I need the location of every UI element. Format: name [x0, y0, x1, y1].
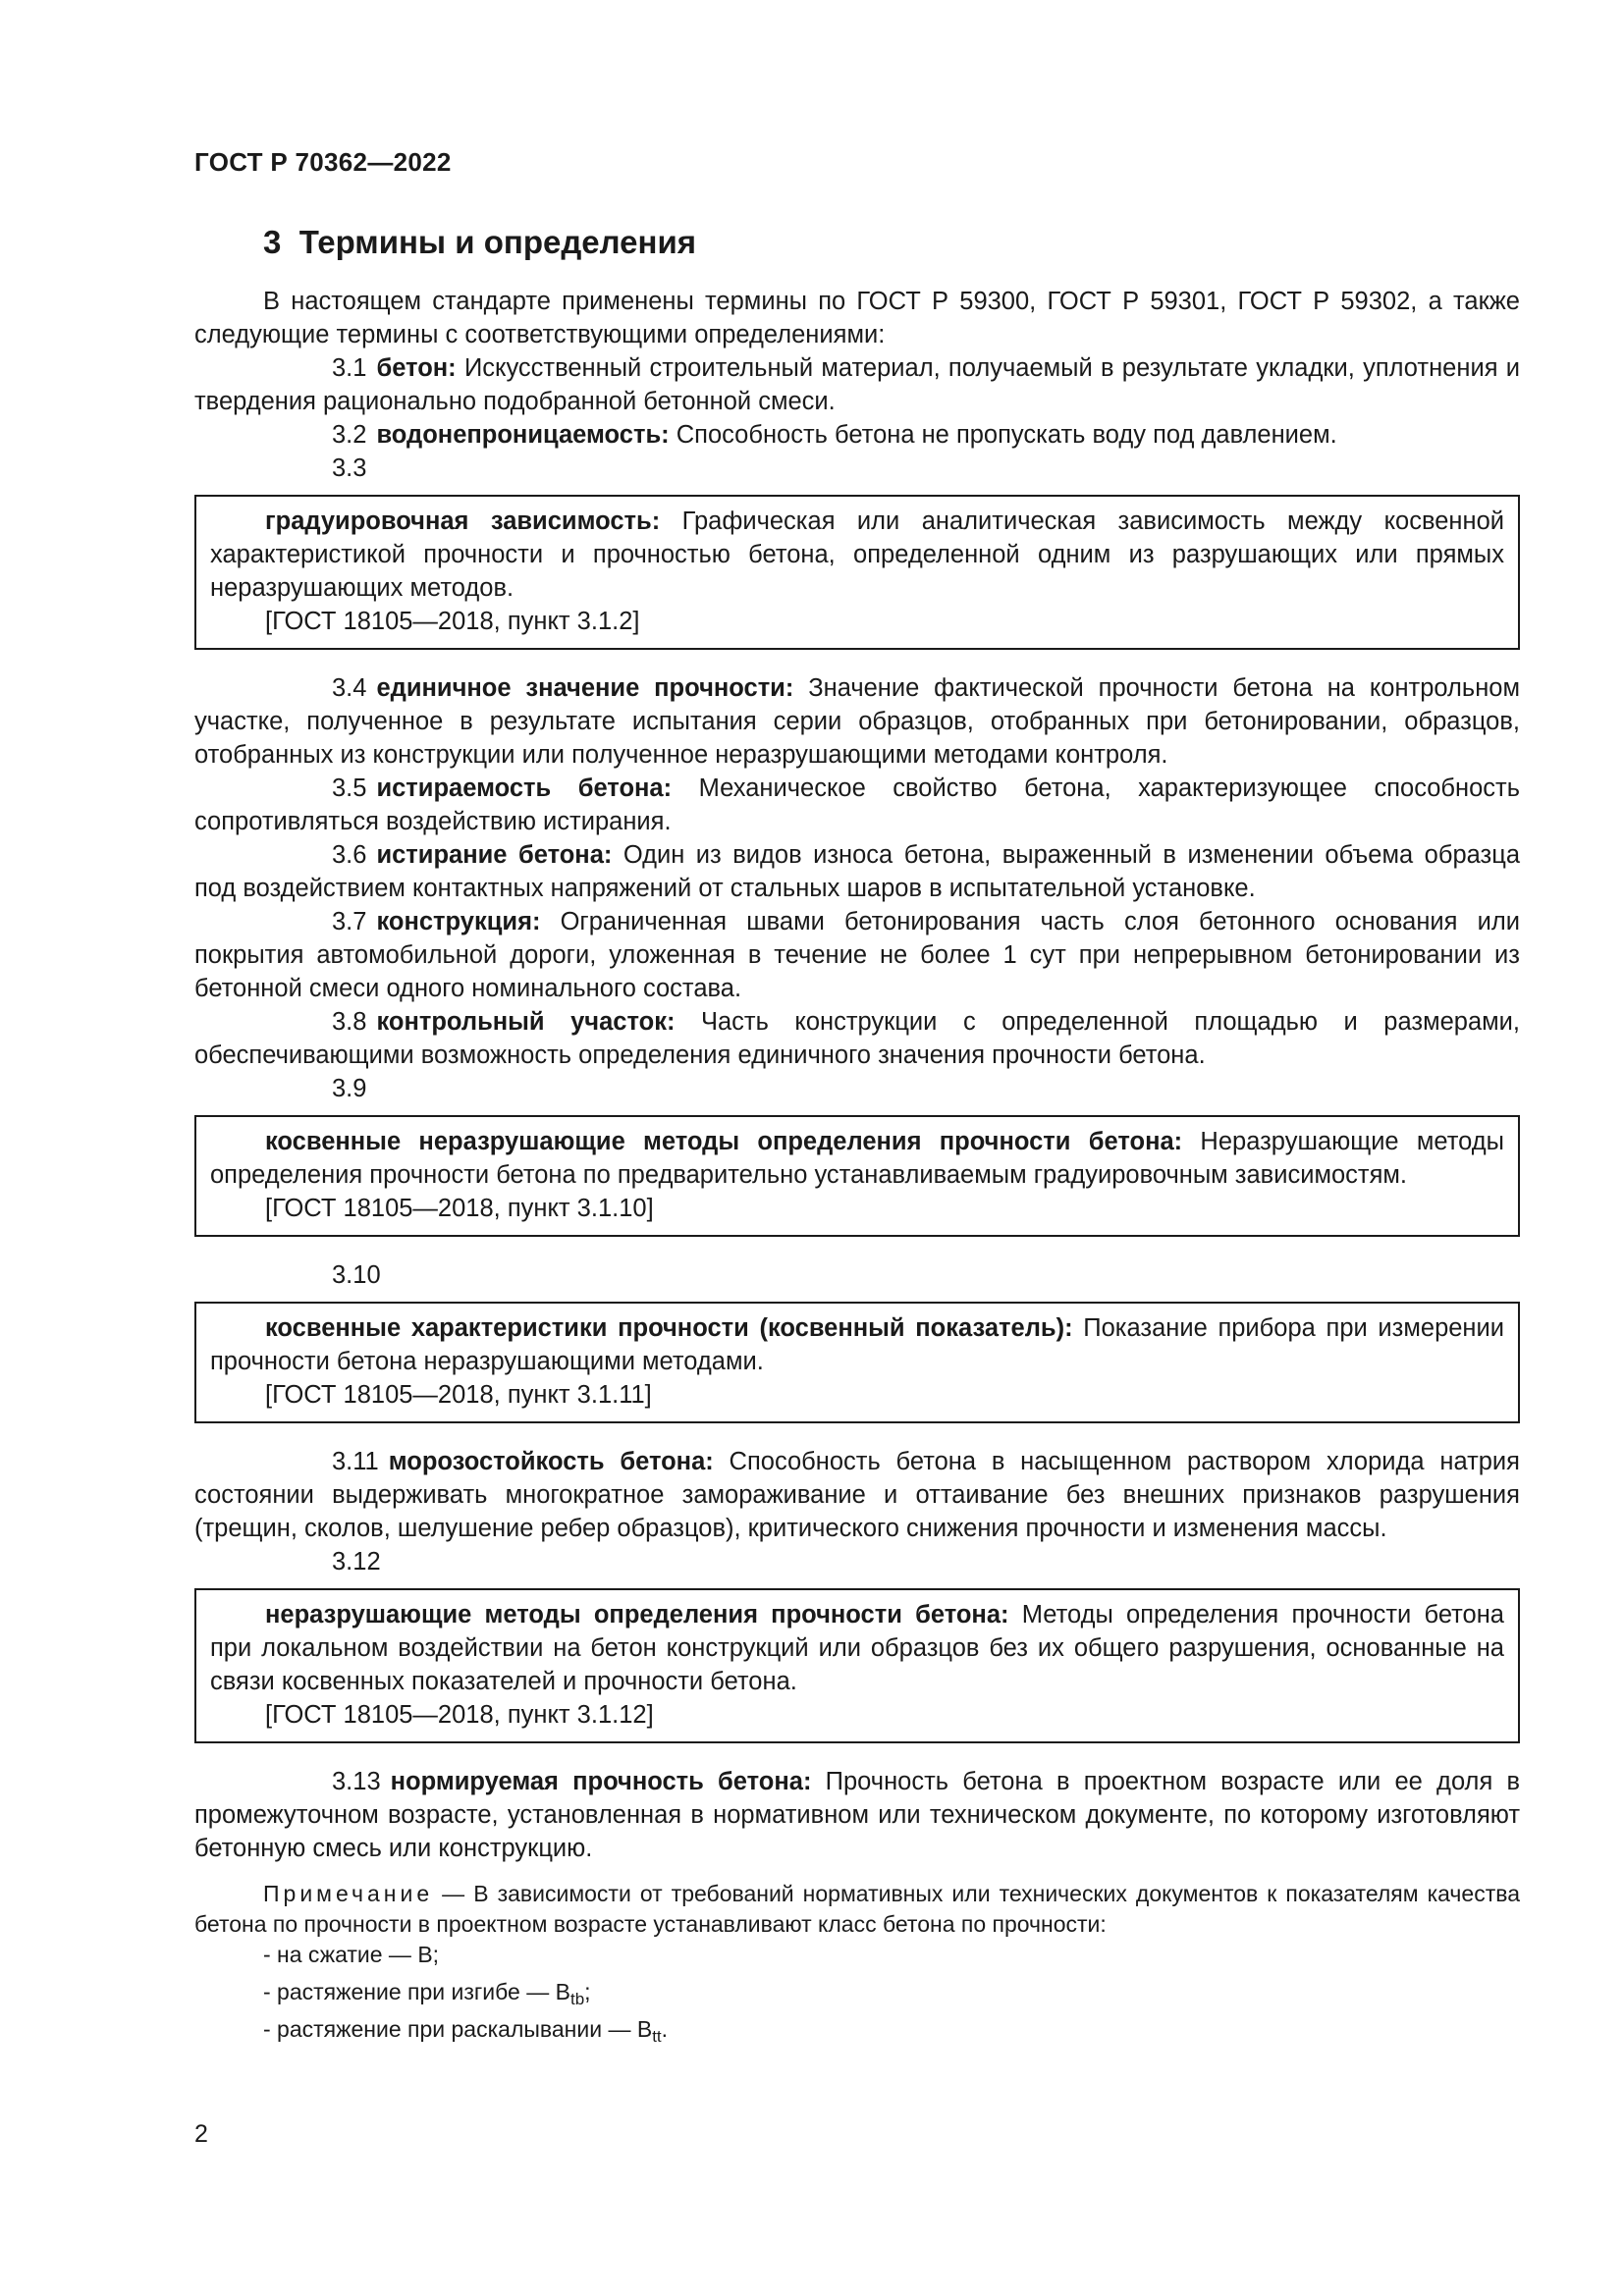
term-number: 3.7 — [332, 908, 367, 935]
list-item-subscript: tt — [652, 2027, 662, 2046]
term-3-3 — [210, 505, 1504, 605]
note-paragraph — [194, 1879, 1520, 1940]
terms-content — [194, 285, 1520, 2052]
term-name: косвенные неразрушающие методы определения прочности бетона: — [265, 1128, 1183, 1155]
list-item — [263, 2014, 1520, 2052]
list-item — [263, 1940, 1520, 1977]
standard-designation: ГОСТ Р 70362—2022 — [194, 147, 452, 177]
term-3-12-number — [194, 1545, 1520, 1578]
list-item-text: - на сжатие — B — [263, 1942, 433, 1967]
term-3-1 — [194, 351, 1520, 418]
term-definition: Значение фактической прочности бетона на контрольном участке, полученное в результате испытания серии образцов, отобранных при бетонировании, образцов, отобранных из конструкции или полученное неразрушающими методами контроля. — [194, 674, 1520, 769]
term-3-3-number — [194, 452, 1520, 485]
term-name: водонепроницаемость: — [376, 421, 670, 449]
term-name: истираемость бетона: — [376, 774, 673, 802]
term-name: единичное значение прочности: — [376, 674, 794, 702]
term-definition: Методы определения прочности бетона при локальном воздействии на бетон конструкций или образцов без их общего разрушения, основанные на связи косвенных показателей и прочности бетона. — [210, 1601, 1504, 1695]
term-3-6 — [194, 838, 1520, 905]
note-block — [194, 1879, 1520, 2052]
term-number: 3.6 — [332, 841, 367, 869]
list-item-subscript: tb — [569, 1990, 585, 2008]
section-heading — [263, 224, 696, 261]
term-source-reference: [ГОСТ 18105—2018, пункт 3.1.11] — [265, 1381, 652, 1409]
term-3-9-number — [194, 1072, 1520, 1105]
term-3-2 — [194, 418, 1520, 452]
strength-class-list — [194, 1940, 1520, 2052]
term-number: 3.12 — [332, 1548, 381, 1575]
term-definition: Способность бетона не пропускать воду под давлением. — [669, 421, 1337, 449]
term-number: 3.1 — [332, 354, 367, 382]
section-number: 3 — [263, 224, 282, 260]
term-definition: Прочность бетона в проектном возрасте или ее доля в промежуточном возрасте, установленная в нормативном или техническом документе, по которому изготовляют бетонную смесь или конструкцию. — [194, 1768, 1520, 1862]
quoted-term-box-3-9 — [194, 1115, 1520, 1237]
term-number: 3.10 — [332, 1261, 381, 1289]
list-item-text: - растяжение при изгибе — B — [263, 1979, 570, 2004]
term-3-5 — [194, 772, 1520, 838]
note-label: Примечание — [263, 1881, 434, 1906]
term-name: конструкция: — [376, 908, 541, 935]
term-definition: Показание прибора при измерении прочности бетона неразрушающими методами. — [210, 1314, 1505, 1375]
term-number: 3.2 — [332, 421, 367, 449]
term-definition: Механическое свойство бетона, характеризующее способность сопротивляться воздействию истирания. — [194, 774, 1520, 835]
term-number: 3.4 — [332, 674, 367, 702]
term-3-8 — [194, 1005, 1520, 1072]
term-number: 3.13 — [332, 1768, 381, 1795]
quoted-term-box-3-10 — [194, 1302, 1520, 1423]
term-name: истирание бетона: — [376, 841, 613, 869]
term-definition: Ограниченная швами бетонирования часть слоя бетонного основания или покрытия автомобильной дороги, уложенная в течение не более 1 сут при непрерывном бетонировании из бетонной смеси одного номинального состава. — [194, 908, 1520, 1002]
term-3-11 — [194, 1445, 1520, 1545]
term-3-13 — [194, 1765, 1520, 1865]
term-definition: Графическая или аналитическая зависимость между косвенной характеристикой прочности и прочностью бетона, определенной одним из разрушающих или прямых неразрушающих методов. — [210, 507, 1505, 602]
term-3-4 — [194, 671, 1520, 772]
list-item-suffix: ; — [584, 1979, 591, 2004]
term-number: 3.8 — [332, 1008, 367, 1036]
term-3-10 — [210, 1311, 1504, 1378]
term-3-7 — [194, 905, 1520, 1005]
quoted-term-box-3-12 — [194, 1588, 1520, 1743]
term-name: контрольный участок: — [376, 1008, 676, 1036]
intro-paragraph: В настоящем стандарте применены термины по ГОСТ Р 59300, ГОСТ Р 59301, ГОСТ Р 59302, а также следующие термины с соответствующими определениями: — [194, 288, 1520, 348]
list-item-text: - растяжение при раскалывании — B — [263, 2016, 653, 2042]
term-number: 3.11 — [332, 1448, 379, 1475]
term-source-reference: [ГОСТ 18105—2018, пункт 3.1.10] — [265, 1195, 654, 1222]
term-definition: Часть конструкции с определенной площадью и размерами, обеспечивающими возможность определения единичного значения прочности бетона. — [194, 1008, 1520, 1069]
term-3-9 — [210, 1125, 1504, 1192]
term-number: 3.3 — [332, 454, 367, 482]
term-definition: Искусственный строительный материал, получаемый в результате укладки, уплотнения и твердения рационально подобранной бетонной смеси. — [194, 354, 1520, 415]
term-3-10-number — [194, 1258, 1520, 1292]
term-definition: Неразрушающие методы определения прочности бетона по предварительно устанавливаемым градуировочным зависимостям. — [210, 1128, 1504, 1189]
page-number: 2 — [194, 2120, 208, 2148]
term-name: нормируемая прочность бетона: — [390, 1768, 812, 1795]
quoted-term-box-3-3 — [194, 495, 1520, 650]
term-3-12 — [210, 1598, 1504, 1698]
term-source-reference: [ГОСТ 18105—2018, пункт 3.1.12] — [265, 1701, 654, 1729]
term-name: градуировочная зависимость: — [265, 507, 661, 535]
term-name: неразрушающие методы определения прочности бетона: — [265, 1601, 1009, 1629]
term-definition: Один из видов износа бетона, выраженный в изменении объема образца под воздействием контактных напряжений от стальных шаров в испытательной установке. — [194, 841, 1521, 902]
term-number: 3.9 — [332, 1075, 367, 1102]
section-title: Термины и определения — [298, 224, 696, 260]
term-definition: Способность бетона в насыщенном раствором хлорида натрия состоянии выдерживать многократное замораживание и оттаивание без внешних признаков разрушения (трещин, сколов, шелушение ребер образцов), критического снижения прочности и изменения массы. — [194, 1448, 1520, 1542]
note-text: — В зависимости от требований нормативных или технических документов к показателям качества бетона по прочности в проектном возрасте устанавливают класс бетона по прочности: — [194, 1881, 1520, 1937]
term-name: бетон: — [376, 354, 457, 382]
term-number: 3.5 — [332, 774, 367, 802]
term-source-reference: [ГОСТ 18105—2018, пункт 3.1.2] — [265, 608, 640, 635]
term-name: морозостойкость бетона: — [388, 1448, 714, 1475]
list-item — [263, 1977, 1520, 2014]
list-item-suffix: ; — [432, 1942, 440, 1967]
list-item-suffix: . — [661, 2016, 669, 2042]
term-name: косвенные характеристики прочности (косвенный показатель): — [265, 1314, 1073, 1342]
